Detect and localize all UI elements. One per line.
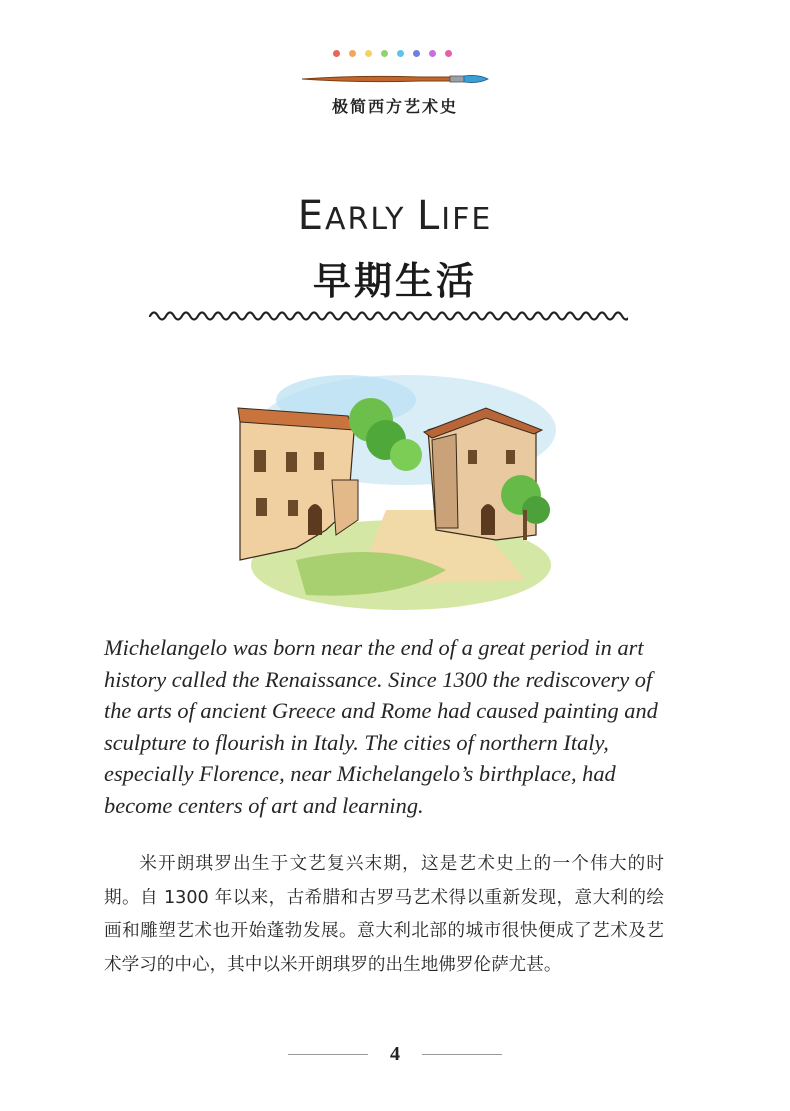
- color-dot: [397, 50, 404, 57]
- color-dot: [333, 50, 340, 57]
- english-paragraph: Michelangelo was born near the end of a great period in art history called the Renaissance. Since 1300 the rediscovery of the arts of ancient Greece and Rome had caused painting and sculpture to flourish in Italy. The cities of northern Italy, especially Florence, near Michelangelo’s birthplace, had become centers of art and learning.: [104, 635, 658, 818]
- page-header: [0, 50, 790, 117]
- color-dot: [429, 50, 436, 57]
- color-dot: [365, 50, 372, 57]
- footer-rule-left: [288, 1054, 368, 1055]
- color-dot: [349, 50, 356, 57]
- page-footer: [0, 1043, 790, 1066]
- title-initial-l: L: [416, 193, 442, 239]
- wavy-divider: [148, 306, 628, 326]
- book-title: 极简西方艺术史: [331, 97, 458, 116]
- title-word-early: ARLY: [324, 202, 406, 237]
- title-word-life: IFE: [441, 202, 493, 237]
- village-illustration: [236, 360, 556, 615]
- section-title-chinese: 早期生活: [312, 259, 477, 303]
- color-dots: [0, 50, 790, 60]
- color-dot: [445, 50, 452, 57]
- paintbrush-icon: [300, 72, 490, 86]
- title-initial-e: E: [297, 193, 325, 239]
- color-dot: [381, 50, 388, 57]
- section-title-english: [0, 193, 790, 239]
- footer-rule-right: [422, 1054, 502, 1055]
- chinese-paragraph: 米开朗琪罗出生于文艺复兴末期，这是艺术史上的一个伟大的时期。自 1300 年以来，古希腊和古罗马艺术得以重新发现，意大利的绘画和雕塑艺术也开始蓬勃发展。意大利北部的城市很快便成了艺术及艺术学习的中心，其中以米开朗琪罗的出生地佛罗伦萨尤甚。: [104, 854, 664, 975]
- color-dot: [413, 50, 420, 57]
- page-number: 4: [390, 1043, 400, 1065]
